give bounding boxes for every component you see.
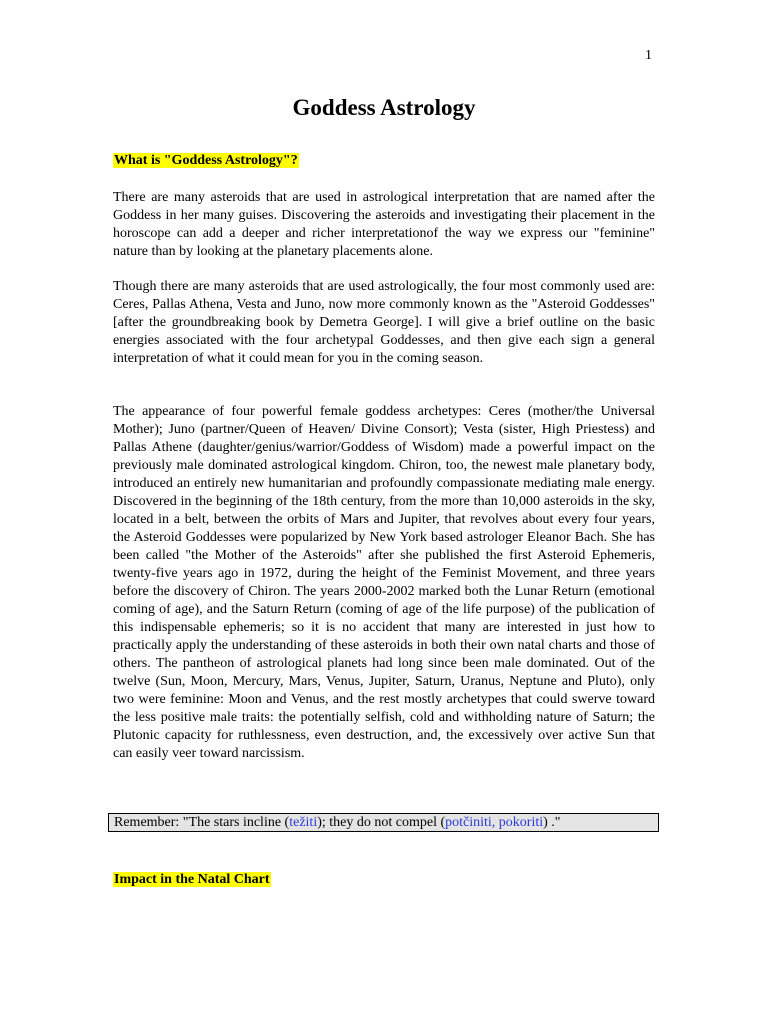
section-heading-impact: [113, 871, 271, 889]
paragraph-intro: There are many asteroids that are used in astrological interpretation that are named after the Goddess in her many guises. Discovering the asteroids and investigating their placement in the horoscope can add a deeper and richer interpretationof the way we express our "feminine" nature than by looking at the planetary placements alone.: [113, 190, 655, 259]
quote-text-2: ); they do not compel (: [317, 815, 446, 830]
quote-box: [108, 813, 659, 832]
document-title: Goddess Astrology: [292, 95, 476, 120]
page-number: 1: [645, 48, 652, 63]
section-heading-impact-text: Impact in the Natal Chart: [114, 872, 270, 887]
paragraph-asteroid-goddesses: Though there are many asteroids that are used astrologically, the four most commonly used are: Ceres, Pallas Athena, Vesta and Juno, now more commonly known as the "Asteroid Goddesses" [after the groundbreaking book by Demetra George]. I will give a brief outline on the basic energies associated with the four archetypal Goddesses, and then give each sign a general interpretation of what it could mean for you in the coming season.: [113, 279, 655, 366]
paragraph-archetypes: The appearance of four powerful female goddess archetypes: Ceres (mother/the Universal Mother); Juno (partner/Queen of Heaven/ Divine Consort); Vesta (sister, High Priestess) and Pallas Athene (daughter/genius/warrior/Goddess of Wisdom) made a powerful impact on the previously male dominated astrological kingdom. Chiron, too, the newest male planetary body, introduced an entirely new humanitarian and profoundly compassionate mediating male energy. Discovered in the beginning of the 18th century, from the more than 10,000 asteroids in the sky, located in a belt, between the orbits of Mars and Jupiter, that revolves about every four years, the Asteroid Goddesses were popularized by New York based astrologer Eleanor Bach. She has been called "the Mother of the Asteroids" after she published the first Asteroid Ephemeris, twenty-five years ago in 1972, during the height of the Feminist Movement, and three years before the discovery of Chiron. The years 2000-2002 marked both the Lunar Return (emotional coming of age), and the Saturn Return (coming of age of the life purpose) of the publication of this indispensable ephemeris; so it is no accident that many are interested in just how to practically apply the understanding of these asteroids in both their own natal charts and those of others. The pantheon of astrological planets had long since been male dominated. Out of the twelve (Sun, Moon, Mercury, Mars, Venus, Jupiter, Saturn, Uranus, Neptune and Pluto), only two were feminine: Moon and Venus, and the rest mostly archetypes that could swerve toward the less positive male traits: the potentially selfish, cold and withholding nature of Saturn; the Plutonic capacity for ruthlessness, even destruction, and, the excessively over active Sun that can easily veer toward narcissism.: [113, 404, 655, 761]
section-heading-what-is: [113, 152, 299, 170]
quote-text-3: ) .": [543, 815, 561, 830]
quote-text-1: Remember: "The stars incline (: [114, 815, 290, 830]
section-heading-what-is-text: What is "Goddess Astrology"?: [114, 153, 298, 168]
quote-link-potciniti[interactable]: potčiniti, pokoriti: [445, 815, 544, 830]
quote-link-teziti[interactable]: težiti: [289, 815, 318, 830]
